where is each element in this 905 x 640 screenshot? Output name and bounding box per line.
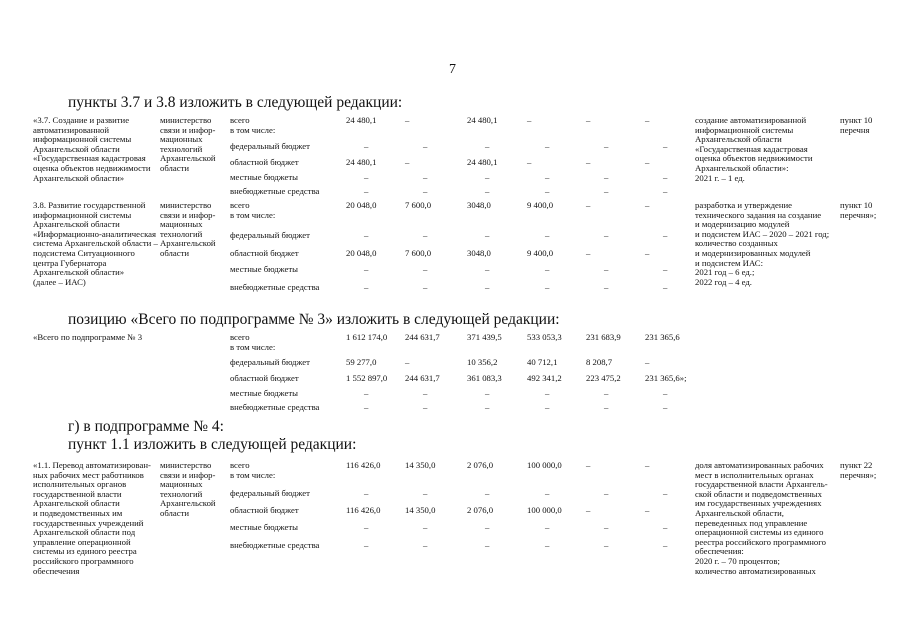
row-3-8-extra-1: – [423,282,428,292]
row-3-8-label-regional: областной бюджет [230,248,299,258]
row-1-1-local-2: – [485,522,490,532]
row-3-8-extra-5: – [663,282,668,292]
row-3-8-label-federal: федеральный бюджет [230,230,310,240]
row-3-8-federal-5: – [663,230,668,240]
row-1-1-total-2: 2 076,0 [467,460,494,470]
row-1-1-extra-4: – [604,540,609,550]
row-total-3-regional-1: 244 631,7 [405,373,440,383]
row-3-8-label-including: в том числе: [230,209,276,220]
row-3-7-extra-4: – [604,186,609,196]
row-1-1-executor: министерство связи и инфор- мационных технологий Архангельской области [160,460,216,518]
row-1-1-regional-3: 100 000,0 [527,505,562,515]
row-1-1-label-local: местные бюджеты [230,522,299,532]
row-3-8-total-5: – [645,200,650,210]
row-3-7-name: «3.7. Создание и развитие автоматизированной информационной системы Архангельской области «Государственная кадастровая оценка объектов недвижимости Архангельской области» [33,115,151,183]
row-3-8-federal-1: – [423,230,428,240]
row-1-1-local-1: – [423,522,428,532]
row-total-3-total-5: 231 365,6 [645,332,680,342]
row-total-3-label-local: местные бюджеты [230,388,299,398]
row-1-1-federal-4: – [604,488,609,498]
row-3-7-regional-0: 24 480,1 [346,157,377,167]
row-total-3-label-extra: внебюджетные средства [230,402,320,412]
row-total-3-federal-1: – [405,357,410,367]
row-1-1-link: пункт 22 перечня»; [840,460,877,480]
row-3-8-total-3: 9 400,0 [527,200,554,210]
row-3-7-label-extra: внебюджетные средства [230,186,320,196]
row-3-7-label-including: в том числе: [230,124,276,135]
row-1-1-extra-1: – [423,540,428,550]
row-3-7-federal-0: – [364,141,369,151]
row-1-1-label-federal: федеральный бюджет [230,488,310,498]
row-3-8-federal-0: – [364,230,369,240]
row-total-3-label-federal: федеральный бюджет [230,357,310,367]
row-total-3-label-regional: областной бюджет [230,373,299,383]
row-3-7-extra-0: – [364,186,369,196]
row-3-8-extra-2: – [485,282,490,292]
row-1-1-extra-0: – [364,540,369,550]
row-3-7-total-1: – [405,115,410,125]
row-3-7-extra-2: – [485,186,490,196]
row-total-3-local-2: – [485,388,490,398]
row-total-3-total-2: 371 439,5 [467,332,502,342]
row-3-7-link: пункт 10 перечня [840,115,873,135]
row-3-7-federal-5: – [663,141,668,151]
row-3-7-total-4: – [586,115,591,125]
row-3-8-regional-3: 9 400,0 [527,248,554,258]
row-1-1-extra-3: – [545,540,550,550]
row-total-3-extra-4: – [604,402,609,412]
row-total-3-local-4: – [604,388,609,398]
row-3-8-local-0: – [364,264,369,274]
row-3-7-federal-2: – [485,141,490,151]
row-1-1-local-5: – [663,522,668,532]
row-1-1-regional-4: – [586,505,591,515]
row-total-3-federal-4: 8 208,7 [586,357,613,367]
row-3-8-federal-2: – [485,230,490,240]
row-1-1-regional-0: 116 426,0 [346,505,381,515]
row-1-1-total-1: 14 350,0 [405,460,436,470]
row-3-8-total-1: 7 600,0 [405,200,432,210]
row-3-8-regional-0: 20 048,0 [346,248,377,258]
row-3-7-extra-1: – [423,186,428,196]
row-1-1-extra-2: – [485,540,490,550]
row-3-7-local-3: – [545,172,550,182]
row-3-8-extra-0: – [364,282,369,292]
row-total-3-regional-5: 231 365,6»; [645,373,687,383]
row-3-8-total-4: – [586,200,591,210]
row-3-8-local-4: – [604,264,609,274]
row-total-3-regional-2: 361 083,3 [467,373,502,383]
row-3-7-total-0: 24 480,1 [346,115,377,125]
row-total-3-regional-4: 223 475,2 [586,373,621,383]
row-total-3-total-0: 1 612 174,0 [346,332,388,342]
row-3-7-label-total: всего [230,115,250,125]
row-3-7-federal-1: – [423,141,428,151]
row-1-1-extra-5: – [663,540,668,550]
heading-total-subprogram-3: позицию «Всего по подпрограмме № 3» изложить в следующей редакции: [68,311,560,328]
heading-subprogram-4: г) в подпрограмме № 4: [68,418,224,435]
row-3-8-total-0: 20 048,0 [346,200,377,210]
row-3-7-regional-2: 24 480,1 [467,157,498,167]
row-3-7-total-3: – [527,115,532,125]
row-3-8-federal-3: – [545,230,550,240]
row-3-8-total-2: 3048,0 [467,200,491,210]
row-3-7-local-1: – [423,172,428,182]
row-3-8-local-5: – [663,264,668,274]
row-3-7-label-federal: федеральный бюджет [230,141,310,151]
row-total-3-extra-0: – [364,402,369,412]
heading-item-1-1: пункт 1.1 изложить в следующей редакции: [68,436,357,453]
row-1-1-label-total: всего [230,460,250,470]
row-3-7-federal-3: – [545,141,550,151]
row-3-7-executor: министерство связи и инфор- мационных технологий Архангельской области [160,115,216,173]
row-3-8-federal-4: – [604,230,609,240]
row-3-8-local-3: – [545,264,550,274]
row-3-8-label-local: местные бюджеты [230,264,299,274]
row-3-7-local-4: – [604,172,609,182]
row-3-7-local-0: – [364,172,369,182]
row-3-7-extra-3: – [545,186,550,196]
row-1-1-federal-0: – [364,488,369,498]
row-total-3-regional-3: 492 341,2 [527,373,562,383]
row-3-7-extra-5: – [663,186,668,196]
row-3-7-label-local: местные бюджеты [230,172,299,182]
row-1-1-label-including: в том числе: [230,469,276,480]
row-3-7-regional-3: – [527,157,532,167]
row-1-1-local-4: – [604,522,609,532]
row-3-7-result: создание автоматизированной информационной системы Архангельской области «Государственная кадастровая оценка объектов недвижимости Архангельской области»: 2021 г. – 1 ед. [695,115,813,183]
row-3-7-regional-4: – [586,157,591,167]
row-3-8-extra-3: – [545,282,550,292]
row-3-7-label-regional: областной бюджет [230,157,299,167]
row-3-7-regional-5: – [645,157,650,167]
row-3-8-extra-4: – [604,282,609,292]
row-3-7-federal-4: – [604,141,609,151]
row-1-1-total-0: 116 426,0 [346,460,381,470]
row-total-3-label-total: всего [230,332,250,342]
row-1-1-total-3: 100 000,0 [527,460,562,470]
row-3-7-local-5: – [663,172,668,182]
row-1-1-result: доля автоматизированных рабочих мест в исполнительных органах государственной власти Архангель- ской области и подведомственных им государственных учреждениях Архангельской области, переведенных под управление операционной системы из единого реестра российского программного обеспечения: 2020 г. – 70 процентов; количество автоматизированных [695,460,828,576]
row-1-1-federal-5: – [663,488,668,498]
row-1-1-local-0: – [364,522,369,532]
row-3-7-total-2: 24 480,1 [467,115,498,125]
row-total-3-regional-0: 1 552 897,0 [346,373,388,383]
row-total-3-extra-5: – [663,402,668,412]
page-number: 7 [449,62,456,77]
row-3-8-regional-2: 3048,0 [467,248,491,258]
row-1-1-name: «1.1. Перевод автоматизирован- ных рабочих мест работников исполнительных органов государственной власти Архангельской области и подведомственных им государственных учреждений Архангельской области под управление операционной системы из единого реестра российского программного обеспечения [33,460,151,576]
row-1-1-federal-3: – [545,488,550,498]
row-1-1-regional-1: 14 350,0 [405,505,436,515]
row-1-1-federal-1: – [423,488,428,498]
row-total-3-local-1: – [423,388,428,398]
row-total-3-total-4: 231 683,9 [586,332,621,342]
row-total-3-federal-3: 40 712,1 [527,357,558,367]
row-total-3-extra-1: – [423,402,428,412]
row-total-3-local-5: – [663,388,668,398]
row-total-3-name: «Всего по подпрограмме № 3 [33,332,143,342]
row-total-3-extra-3: – [545,402,550,412]
row-1-1-total-5: – [645,460,650,470]
row-3-7-regional-1: – [405,157,410,167]
row-3-8-local-1: – [423,264,428,274]
row-1-1-label-extra: внебюджетные средства [230,540,320,550]
row-3-7-total-5: – [645,115,650,125]
row-1-1-regional-2: 2 076,0 [467,505,494,515]
row-3-8-regional-1: 7 600,0 [405,248,432,258]
row-3-8-label-extra: внебюджетные средства [230,282,320,292]
row-3-7-local-2: – [485,172,490,182]
row-total-3-label-including: в том числе: [230,341,276,352]
row-total-3-extra-2: – [485,402,490,412]
row-total-3-total-1: 244 631,7 [405,332,440,342]
row-3-8-link: пункт 10 перечня»; [840,200,877,220]
row-1-1-label-regional: областной бюджет [230,505,299,515]
row-1-1-regional-5: – [645,505,650,515]
heading-items-3-7-3-8: пункты 3.7 и 3.8 изложить в следующей редакции: [68,94,403,111]
row-3-8-local-2: – [485,264,490,274]
row-total-3-local-0: – [364,388,369,398]
row-total-3-local-3: – [545,388,550,398]
row-3-8-regional-4: – [586,248,591,258]
row-3-8-label-total: всего [230,200,250,210]
row-3-8-result: разработка и утверждение технического задания на создание и модернизацию модулей и подсистем ИАС – 2020 – 2021 год; количество созданных и модернизированных модулей и подсистем ИАС: 2021 год – 6 ед.; 2022 год – 4 ед. [695,200,830,287]
row-3-8-name: 3.8. Развитие государственной информационной системы Архангельской области «Информационно-аналитическая система Архангельской области – подсистема Ситуационного центра Губернатора Архангельской области» (далее – ИАС) [33,200,158,287]
row-total-3-federal-2: 10 356,2 [467,357,498,367]
row-total-3-total-3: 533 053,3 [527,332,562,342]
row-1-1-local-3: – [545,522,550,532]
row-total-3-federal-0: 59 277,0 [346,357,377,367]
row-3-8-regional-5: – [645,248,650,258]
row-1-1-total-4: – [586,460,591,470]
row-3-8-executor: министерство связи и инфор- мационных технологий Архангельской области [160,200,216,258]
row-1-1-federal-2: – [485,488,490,498]
row-total-3-federal-5: – [645,357,650,367]
